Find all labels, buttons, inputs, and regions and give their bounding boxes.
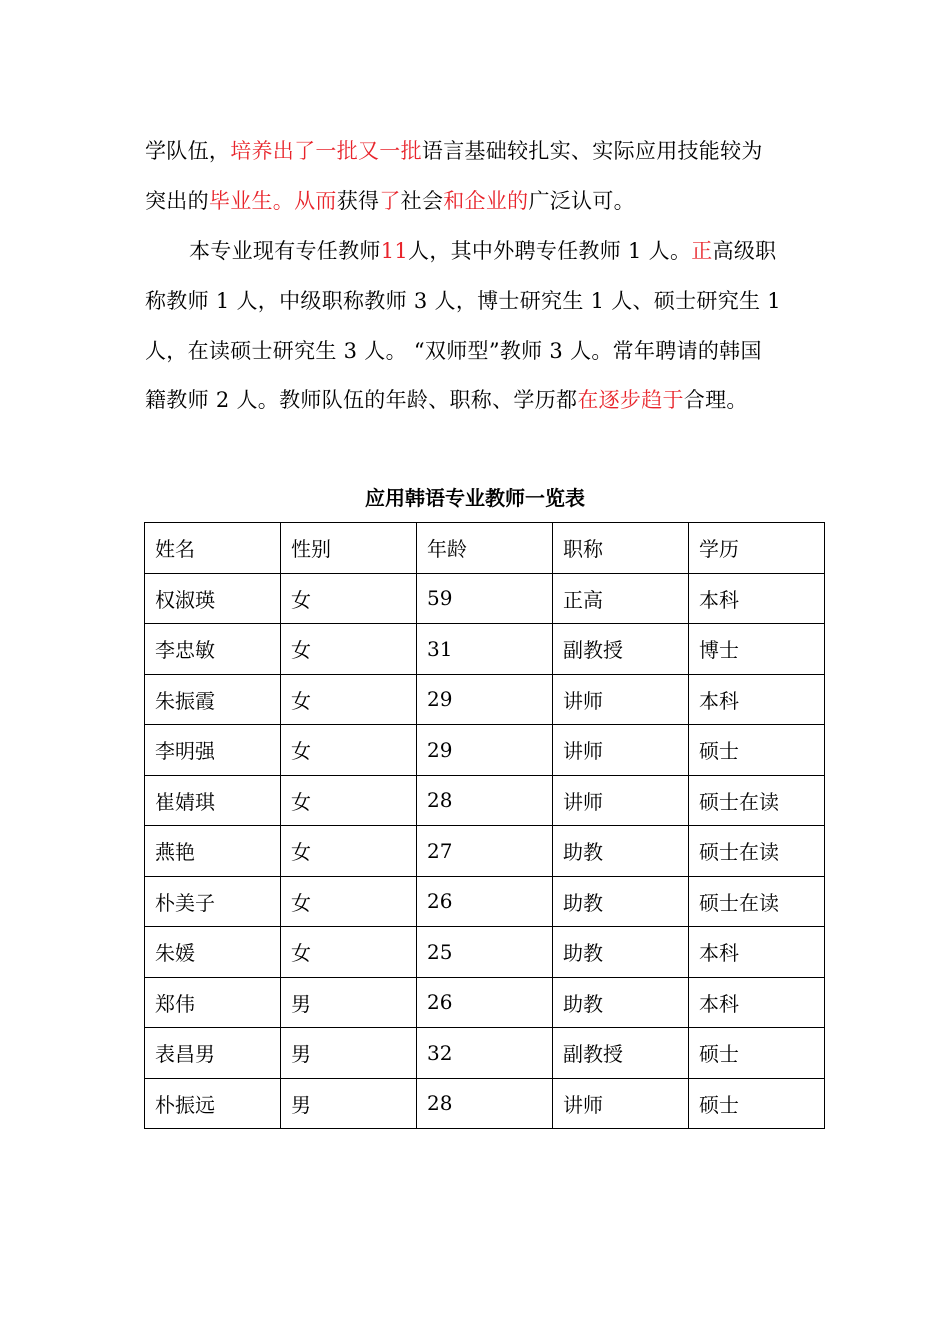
cell-education: 本科 (689, 674, 825, 725)
text-run: 突出的 (145, 189, 209, 213)
cell-age: 28 (417, 1078, 553, 1129)
text-run: 高级职 (712, 239, 777, 263)
highlighted-text: 毕业生。从而 (208, 189, 337, 213)
text-run: 籍教师 2 人。教师队伍的年龄、职称、学历都 (145, 388, 578, 412)
cell-education: 硕士 (689, 725, 825, 776)
table-row (145, 977, 825, 1028)
cell-title: 助教 (553, 927, 689, 978)
cell-name: 朱媛 (145, 927, 281, 978)
cell-gender: 女 (281, 876, 417, 927)
header-title: 职称 (553, 523, 689, 574)
cell-title: 助教 (553, 876, 689, 927)
table-row (145, 826, 825, 877)
cell-title: 助教 (553, 977, 689, 1028)
cell-title: 副教授 (553, 624, 689, 675)
cell-education: 本科 (689, 573, 825, 624)
cell-age: 27 (417, 826, 553, 877)
cell-gender: 女 (281, 775, 417, 826)
cell-name: 表昌男 (145, 1028, 281, 1079)
table-row (145, 674, 825, 725)
cell-age: 29 (417, 725, 553, 776)
highlighted-text: 在逐步趋于 (577, 388, 684, 412)
cell-gender: 女 (281, 725, 417, 776)
cell-title: 讲师 (553, 1078, 689, 1129)
cell-name: 燕艳 (145, 826, 281, 877)
cell-age: 26 (417, 977, 553, 1028)
cell-name: 朱振霞 (145, 674, 281, 725)
table-row (145, 927, 825, 978)
cell-education: 博士 (689, 624, 825, 675)
cell-education: 硕士在读 (689, 775, 825, 826)
cell-name: 崔婧琪 (145, 775, 281, 826)
cell-age: 28 (417, 775, 553, 826)
text-run: 人，其中外聘专任教师 1 人。 (408, 239, 692, 263)
cell-age: 26 (417, 876, 553, 927)
cell-name: 李明强 (145, 725, 281, 776)
text-run: 获得 (336, 189, 380, 213)
cell-gender: 女 (281, 927, 417, 978)
cell-age: 59 (417, 573, 553, 624)
cell-education: 本科 (689, 927, 825, 978)
cell-name: 李忠敏 (145, 624, 281, 675)
table-row (145, 775, 825, 826)
cell-name: 权淑瑛 (145, 573, 281, 624)
table-header-row (145, 523, 825, 574)
text-run: 本专业现有专任教师 (189, 239, 381, 263)
cell-title: 讲师 (553, 674, 689, 725)
paragraph-2-line-3: 人，在读硕士研究生 3 人。 “双师型”教师 3 人。常年聘请的韩国 (145, 339, 762, 363)
cell-name: 朴美子 (145, 876, 281, 927)
text-run: 合理。 (683, 388, 748, 412)
cell-education: 硕士 (689, 1028, 825, 1079)
table-row (145, 624, 825, 675)
paragraph-1-line-2 (145, 186, 635, 216)
cell-gender: 男 (281, 1028, 417, 1079)
header-name: 姓名 (145, 523, 281, 574)
cell-title: 讲师 (553, 775, 689, 826)
highlighted-text: 和企业的 (443, 189, 529, 213)
cell-education: 硕士 (689, 1078, 825, 1129)
header-education: 学历 (689, 523, 825, 574)
cell-gender: 女 (281, 674, 417, 725)
table-row (145, 1078, 825, 1129)
text-run: 学队伍， (145, 139, 231, 163)
cell-age: 32 (417, 1028, 553, 1079)
cell-gender: 男 (281, 1078, 417, 1129)
paragraph-1-line-1 (145, 136, 763, 166)
cell-education: 本科 (689, 977, 825, 1028)
highlighted-text: 正 (691, 239, 713, 263)
text-run: 语言基础较扎实、实际应用技能较为 (421, 139, 763, 163)
cell-age: 29 (417, 674, 553, 725)
header-age: 年龄 (417, 523, 553, 574)
cell-gender: 女 (281, 573, 417, 624)
cell-name: 朴振远 (145, 1078, 281, 1129)
table-row (145, 573, 825, 624)
text-run: 广泛认可。 (528, 189, 635, 213)
paragraph-2-line-4 (145, 385, 748, 415)
table-row (145, 725, 825, 776)
highlighted-text: 了 (379, 189, 401, 213)
cell-gender: 女 (281, 826, 417, 877)
header-gender: 性别 (281, 523, 417, 574)
table-row (145, 1028, 825, 1079)
paragraph-2-line-1 (189, 236, 776, 266)
teacher-table (144, 522, 825, 1129)
cell-education: 硕士在读 (689, 826, 825, 877)
cell-education: 硕士在读 (689, 876, 825, 927)
cell-title: 副教授 (553, 1028, 689, 1079)
cell-name: 郑伟 (145, 977, 281, 1028)
cell-title: 助教 (553, 826, 689, 877)
highlighted-text: 培养出了一批又一批 (230, 139, 422, 163)
text-run: 社会 (400, 189, 444, 213)
cell-age: 25 (417, 927, 553, 978)
cell-age: 31 (417, 624, 553, 675)
paragraph-2-line-2: 称教师 1 人，中级职称教师 3 人，博士研究生 1 人、硕士研究生 1 (145, 289, 781, 313)
cell-gender: 男 (281, 977, 417, 1028)
highlighted-text: 11 (380, 239, 409, 263)
cell-gender: 女 (281, 624, 417, 675)
cell-title: 讲师 (553, 725, 689, 776)
cell-title: 正高 (553, 573, 689, 624)
table-row (145, 876, 825, 927)
table-title: 应用韩语专业教师一览表 (365, 486, 585, 510)
